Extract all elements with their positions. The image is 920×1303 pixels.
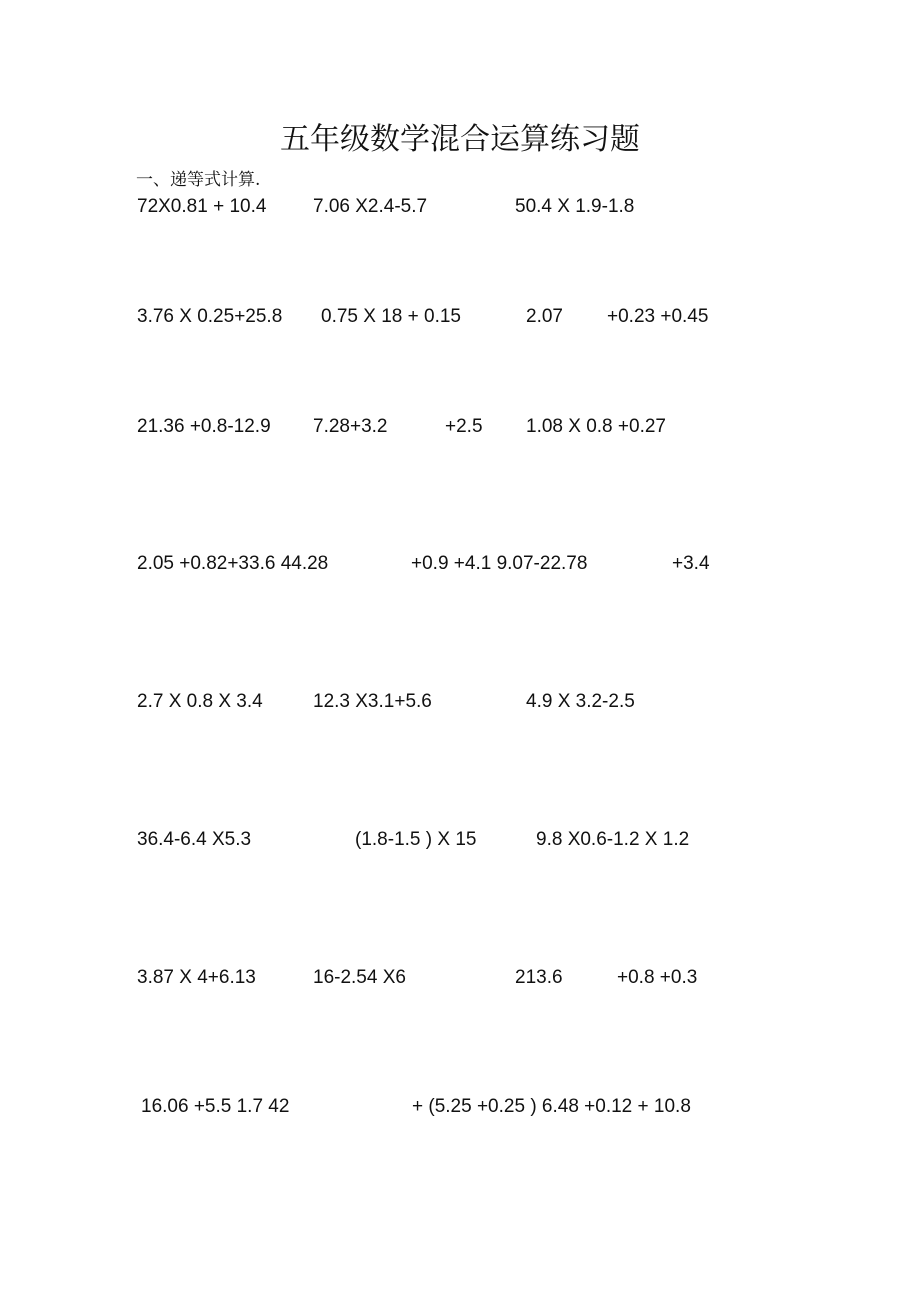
expression: 1.08 X 0.8 +0.27 (526, 416, 666, 437)
expression: + (5.25 +0.25 ) 6.48 +0.12 + 10.8 (412, 1096, 691, 1117)
expression: 3.76 X 0.25+25.8 (137, 306, 283, 327)
expression: 7.06 X2.4-5.7 (313, 196, 428, 217)
expression: 72X0.81 + 10.4 (137, 196, 267, 217)
expression: 3.87 X 4+6.13 (137, 967, 256, 988)
expression: 16.06 +5.5 1.7 42 (141, 1096, 290, 1117)
expression: 12.3 X3.1+5.6 (313, 691, 432, 712)
expression: 36.4-6.4 X5.3 (137, 829, 252, 850)
expression: +3.4 (672, 553, 710, 574)
expression: +2.5 (445, 416, 483, 437)
expression: 9.8 X0.6-1.2 X 1.2 (536, 829, 690, 850)
expression: +0.8 +0.3 (617, 967, 698, 988)
expression: 0.75 X 18 + 0.15 (321, 306, 461, 327)
expression: 2.07 (526, 306, 563, 327)
expression: 50.4 X 1.9-1.8 (515, 196, 635, 217)
expression: 2.7 X 0.8 X 3.4 (137, 691, 263, 712)
expression: (1.8-1.5 ) X 15 (355, 829, 477, 850)
expression: 213.6 (515, 967, 563, 988)
expression: 21.36 +0.8-12.9 (137, 416, 271, 437)
expression: +0.9 +4.1 9.07-22.78 (411, 553, 588, 574)
section-heading: 一、递等式计算. (136, 170, 261, 190)
page-title: 五年级数学混合运算练习题 (280, 122, 640, 157)
expression: 2.05 +0.82+33.6 44.28 (137, 553, 329, 574)
expression: +0.23 +0.45 (607, 306, 709, 327)
expression: 4.9 X 3.2-2.5 (526, 691, 635, 712)
expression: 16-2.54 X6 (313, 967, 406, 988)
expression: 7.28+3.2 (313, 416, 388, 437)
